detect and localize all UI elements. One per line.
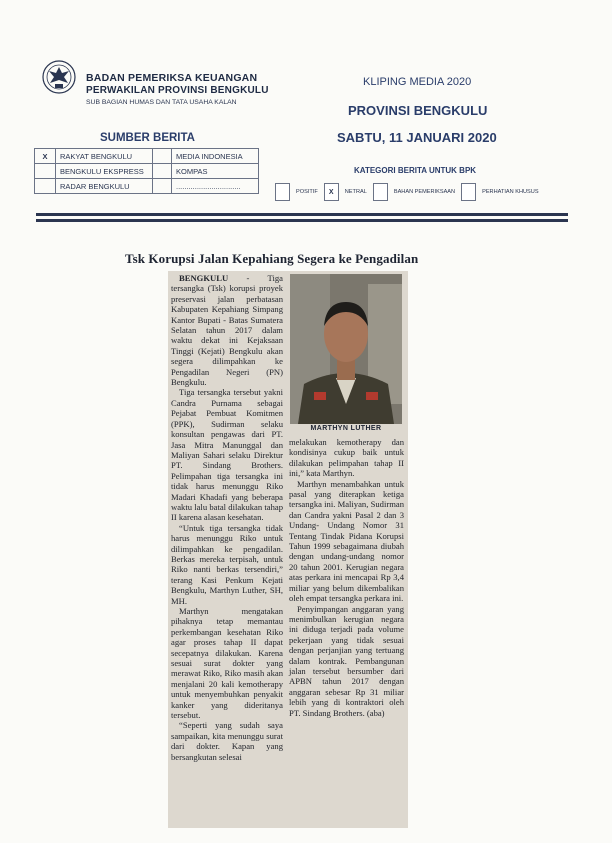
source-name: RADAR BENGKULU [56, 179, 153, 194]
article-paragraph: “Untuk tiga tersangka tidak harus menunggu Riko untuk dilimpahkan ke pengadilan. Berkas mereka terpisah, untuk Riko nanti berkas tersendiri,” terang Kasi Penkum Kejati Bengkulu, Marthyn Luther, SH, MH. [171, 522, 283, 606]
article-paragraph: “Seperti yang sudah saya sampaikan, kita menunggu surat dari dokter. Kapan yang bersangkutan selesai [171, 720, 283, 762]
province-title: PROVINSI BENGKULU [348, 103, 488, 118]
source-name: KOMPAS [172, 164, 259, 179]
portrait-photo [290, 274, 402, 424]
article-headline: Tsk Korupsi Jalan Kepahiang Segera ke Pengadilan [125, 251, 419, 266]
kliping-title: KLIPING MEDIA 2020 [363, 76, 472, 88]
source-name: MEDIA INDONESIA [172, 149, 259, 164]
source-checkbox[interactable] [153, 149, 172, 164]
source-checkbox[interactable] [35, 179, 56, 194]
table-row [35, 149, 259, 164]
article-dateline: BENGKULU [179, 273, 229, 283]
article-column-left [171, 273, 283, 762]
article-column-right [289, 437, 404, 718]
article-paragraph: Marthyn menambahkan untuk pasal yang diterapkan ketiga tersangka ini. Maliyan, Sudirman dan Candra yakni Pasal 2 dan 3 Undang- Undang Nomor 31 Tentang Tindak Pidana Korupsi Tahun 1999 sebagaimana diubah dengan undang-undang nomor 20 tahun 2001. Kerugian negara atas perkara ini mencapai Rp 3,4 miliar yang belum dikembalikan oleh empat tersangka perkara ini. [289, 478, 404, 604]
org-name: BADAN PEMERIKSA KEUANGAN [86, 72, 258, 84]
divider [36, 213, 568, 216]
source-checkbox[interactable] [153, 179, 172, 194]
category-label: BAHAN PEMERIKSAAN [393, 189, 456, 195]
category-checkbox-positif[interactable] [275, 183, 290, 201]
article-paragraph: melakukan kemotherapy dan kondisinya cukup baik untuk dilakukan pelimpahan tahap II ini,” kata Marthyn. [289, 437, 404, 479]
publication-date: SABTU, 11 JANUARI 2020 [337, 130, 497, 145]
table-row [35, 164, 259, 179]
category-title: KATEGORI BERITA UNTUK BPK [354, 166, 477, 175]
source-checkbox[interactable]: X [35, 149, 56, 164]
article-paragraph: BENGKULU - Tiga tersangka (Tsk) korupsi proyek preservasi jalan perbatasan Kabupaten Kepahiang Simpang Kantor Bupati - Batas Sumatera Selatan tahun 2017 dalam waktu dekat ini Kejaksaan Tinggi (Kejati) Bengkulu akan segera dilimpahkan ke Pengadilan Negeri (PN) Bengkulu. [171, 273, 283, 388]
org-branch: PERWAKILAN PROVINSI BENGKULU [86, 85, 269, 96]
org-subdivision: SUB BAGIAN HUMAS DAN TATA USAHA KALAN [86, 99, 237, 106]
sources-table [34, 148, 259, 194]
category-label: PERHATIAN KHUSUS [482, 189, 539, 195]
category-checkbox-perhatian-khusus[interactable] [461, 183, 476, 201]
category-checkbox-bahan-pemeriksaan[interactable] [373, 183, 388, 201]
source-checkbox[interactable] [35, 164, 56, 179]
source-name: BENGKULU EKSPRESS [56, 164, 153, 179]
article-paragraph: Tiga tersangka tersebut yakni Candra Purnama sebagai Pejabat Pembuat Komitmen (PPK), Sudirman selaku konsultan pengawas dari PT. Jasa Mitra Manunggal dan Maliyan Sahari selaku Direktur PT. Sindang Brothers. Pelimpahan tiga tersangka ini tidak harus menunggu Riko Madari Khadafi yang beberapa waktu lalu batal dilakukan tahap II karena alasan kesehatan. [171, 387, 283, 523]
sources-title: SUMBER BERITA [100, 132, 195, 144]
source-name: RAKYAT BENGKULU [56, 149, 153, 164]
photo-caption: MARTHYN LUTHER [310, 425, 382, 432]
bpk-emblem-logo [38, 58, 80, 96]
category-checkbox-netral[interactable]: X [324, 183, 339, 201]
article-paragraph: Penyimpangan anggaran yang menimbulkan kerugian negara ini diduga terjadi pada volume pekerjaan yang tidak sesuai dengan perjanjian yang tertuang dalam kontrak. Pembangunan jalan tersebut bersumber dari APBN tahun 2017 dengan anggaran sebesar Rp 31 miliar lebih yang di kontraktori oleh PT. Sindang Brothers. (aba) [289, 603, 404, 718]
source-name: ............................... [172, 179, 259, 194]
divider [36, 219, 568, 222]
table-row [35, 179, 259, 194]
category-label: POSITIF [296, 189, 318, 195]
category-label: NETRAL [344, 189, 367, 195]
source-checkbox[interactable] [153, 164, 172, 179]
article-paragraph: Marthyn mengatakan pihaknya tetap memantau perkembangan kesehatan Riko agar proses tahap II dapat secepatnya dilakukan. Karena sesuai surat dokter yang merawat Riko, Riko masih akan menjalani 20 kali kemotherapy untuk menyembuhkan penyakit kanker yang dideritanya tersebut. [171, 606, 283, 721]
category-row [275, 183, 545, 201]
